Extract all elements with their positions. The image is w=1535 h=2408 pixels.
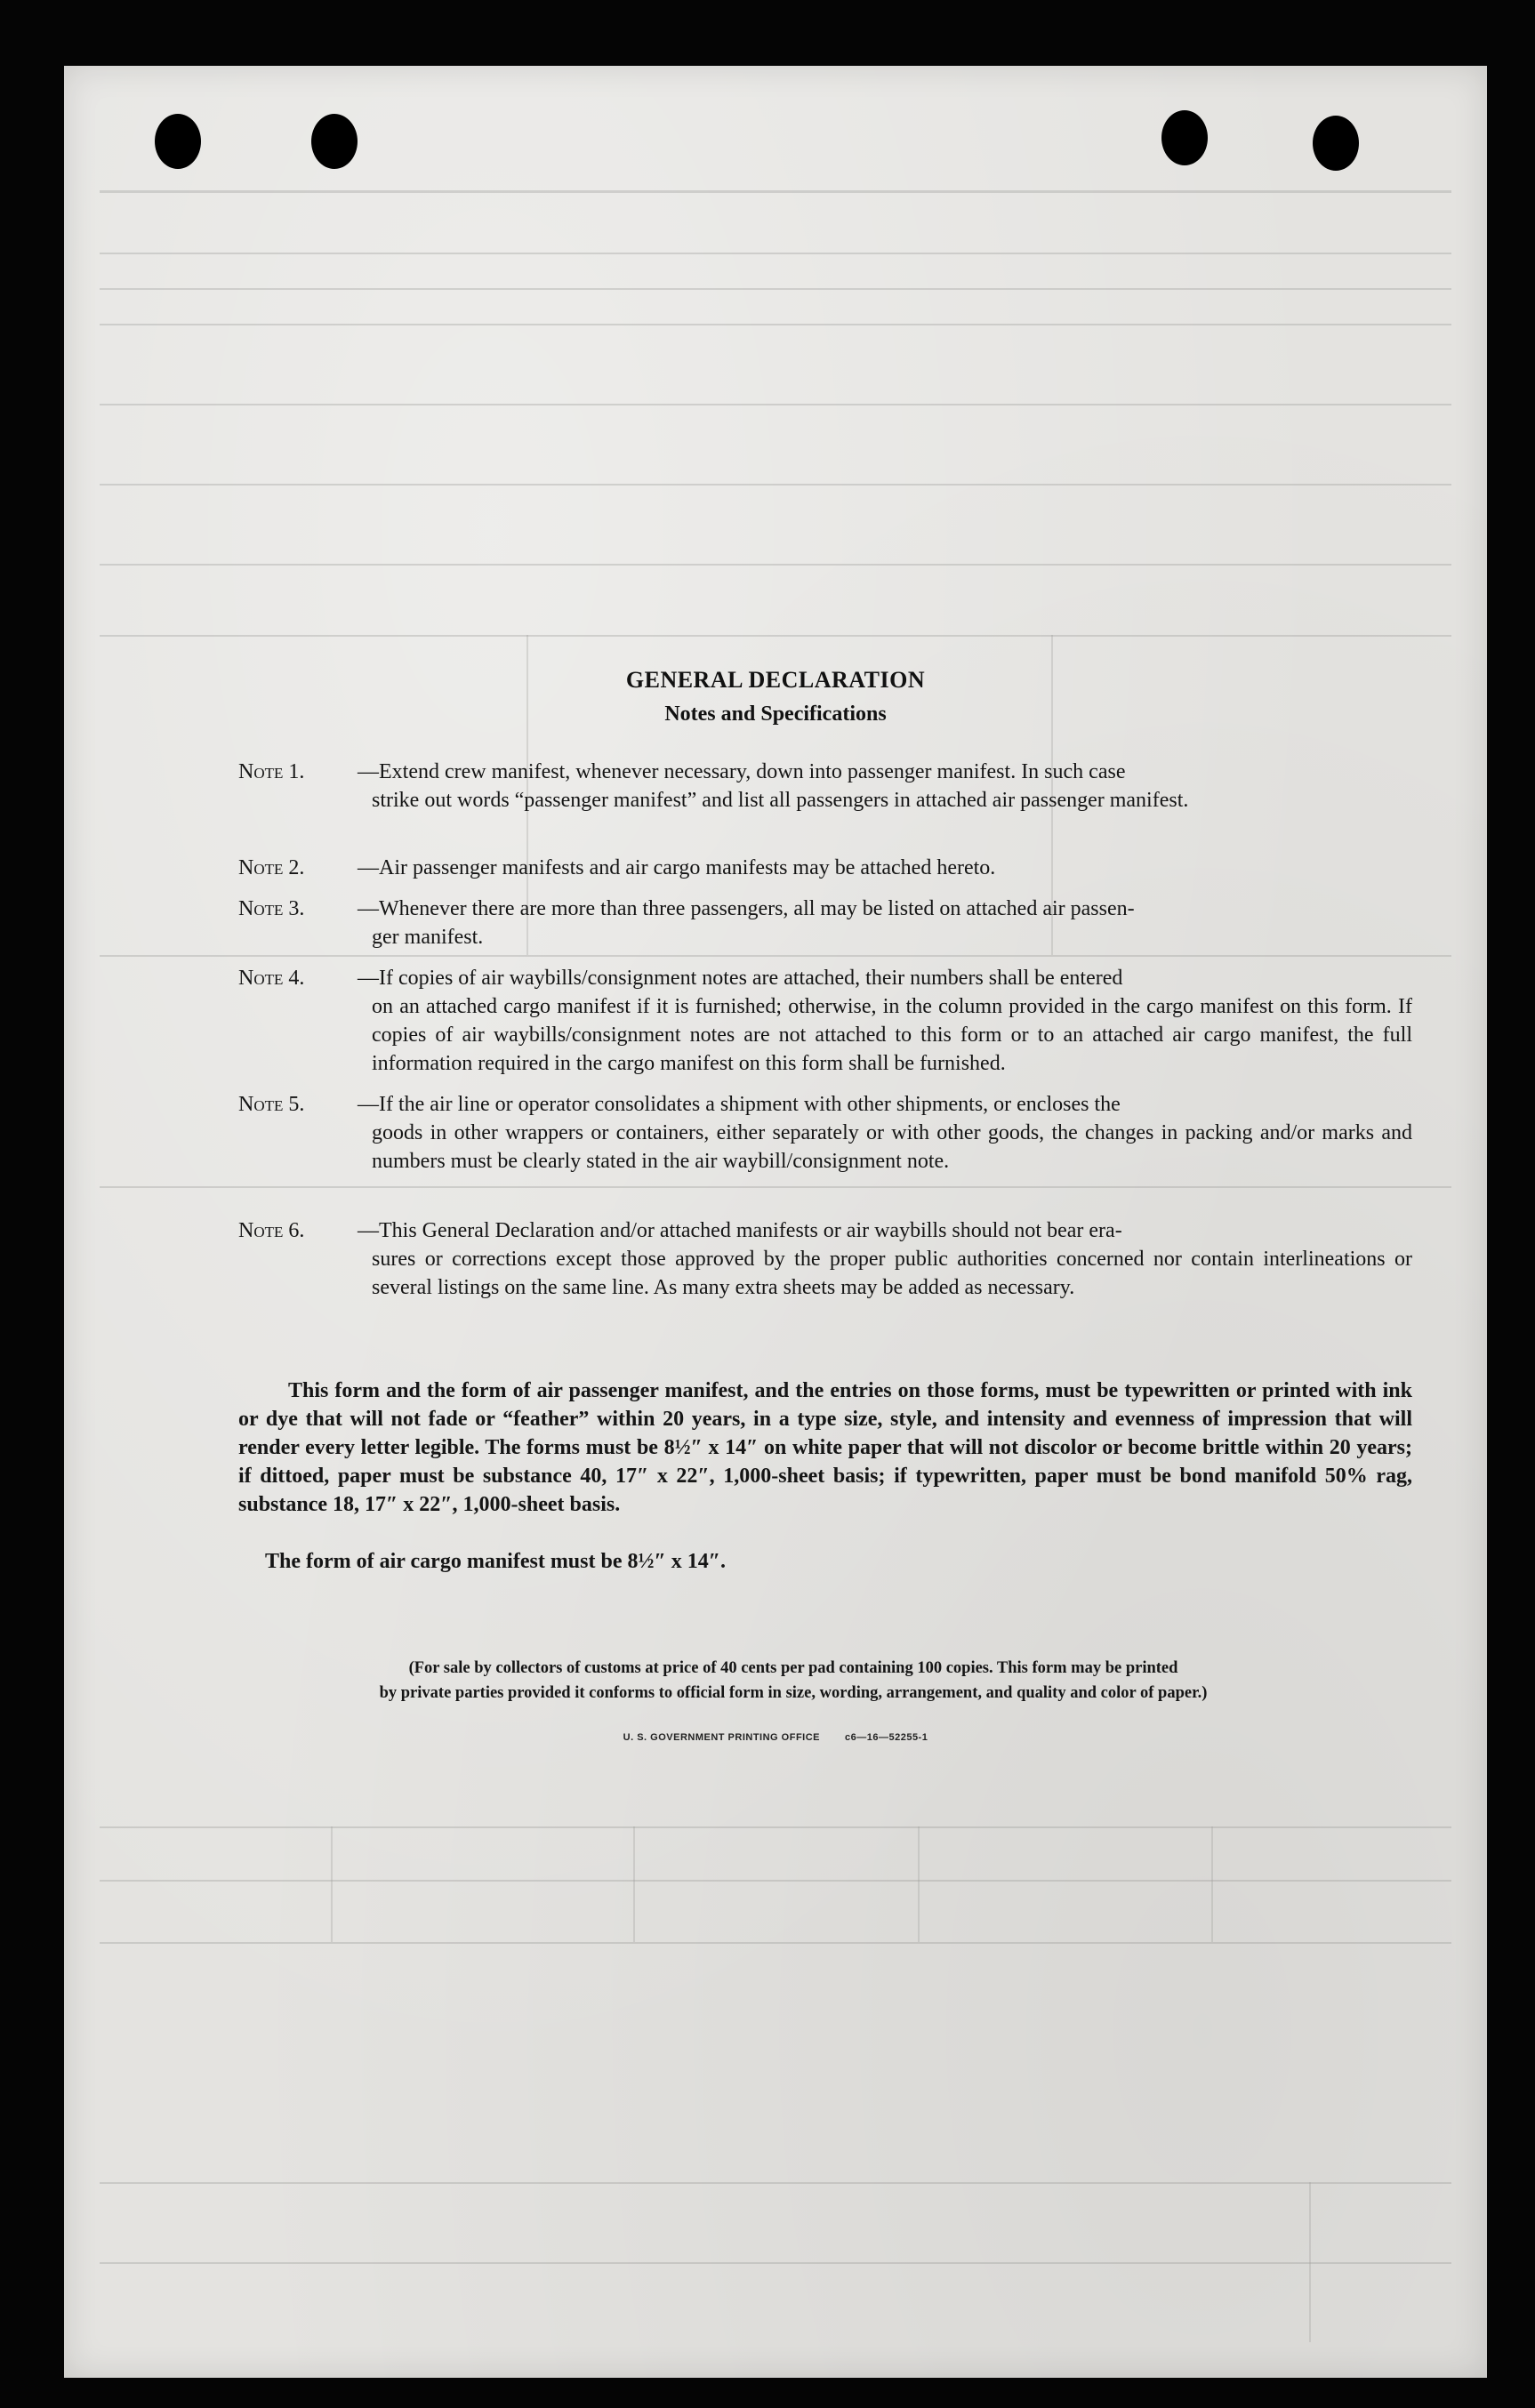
note-text: strike out words “passenger manifest” and list all passengers in attached air passenger manifest.: [372, 789, 1189, 812]
note-text: —Air passenger manifests and air cargo manifests may be attached hereto.: [358, 856, 996, 879]
punch-hole-4: [1313, 116, 1359, 171]
document-page: [64, 66, 1487, 2378]
sale-notice-line-2: by private parties provided it conforms to official form in size, wording, arrangement, and quality and color of paper.): [379, 1684, 1208, 1702]
punch-hole-3: [1161, 110, 1208, 165]
note-label: Note 5.: [238, 1093, 305, 1116]
note-3: [238, 895, 1412, 951]
note-label: Note 4.: [238, 967, 305, 990]
specifications-paragraph: [238, 1377, 1412, 1519]
note-text: goods in other wrappers or containers, either separately or with other goods, the changes in packing and/or marks and numbers must be clearly stated in the air waybill/consignment note.: [372, 1121, 1412, 1173]
note-5: [238, 1090, 1412, 1176]
note-label: Note 6.: [238, 1219, 305, 1242]
note-text: —Extend crew manifest, whenever necessary, down into passenger manifest. In such case: [358, 760, 1126, 783]
note-label: Note 3.: [238, 897, 305, 920]
sale-notice-line-1: (For sale by collectors of customs at price of 40 cents per pad containing 100 copies. This form may be printed: [408, 1659, 1178, 1677]
note-text: sures or corrections except those approved by the proper public authorities concerned nor contain interlineations or several listings on the same line. As many extra sheets may be added as necessary.: [372, 1248, 1412, 1299]
note-4: [238, 964, 1412, 1078]
note-1: [238, 758, 1412, 815]
printer-name: U. S. GOVERNMENT PRINTING OFFICE: [623, 1732, 820, 1743]
punch-hole-2: [311, 114, 358, 169]
note-text: on an attached cargo manifest if it is furnished; otherwise, in the column provided in the cargo manifest on this form. If copies of air waybills/consignment notes are not attached to this form or to an attached air cargo manifest, the full information required in the cargo manifest on this form shall be furnished.: [372, 995, 1412, 1075]
note-text: —Whenever there are more than three passengers, all may be listed on attached air passen-: [358, 897, 1135, 920]
specifications-text: This form and the form of air passenger manifest, and the entries on those forms, must be typewritten or printed with ink or dye that will not fade or “feather” within 20 years, in a type size, style, and intensity and evenness of impression that will render every letter legible. The forms must be 8½″ x 14″ on white paper that will not discolor or become brittle within 20 years; if dittoed, paper must be substance 40, 17″ x 22″, 1,000-sheet basis; if typewritten, paper must be bond manifold 50% rag, substance 18, 17″ x 22″, 1,000-sheet basis.: [238, 1379, 1412, 1516]
note-label: Note 2.: [238, 856, 305, 879]
note-text: —If copies of air waybills/consignment notes are attached, their numbers shall be entered: [358, 967, 1123, 990]
sale-notice: [171, 1656, 1416, 1706]
page-title: GENERAL DECLARATION: [625, 667, 926, 693]
note-text: —This General Declaration and/or attached manifests or air waybills should not bear era-: [358, 1219, 1122, 1242]
cargo-manifest-size-text: The form of air cargo manifest must be 8½″ x 14″.: [265, 1550, 726, 1573]
punch-hole-1: [155, 114, 201, 169]
note-6: [238, 1216, 1412, 1302]
page-subtitle: Notes and Specifications: [664, 702, 887, 726]
note-label: Note 1.: [238, 760, 305, 783]
note-2: [238, 854, 1412, 882]
note-text: —If the air line or operator consolidates a shipment with other shipments, or encloses the: [358, 1093, 1121, 1116]
cargo-manifest-size: [238, 1547, 1412, 1576]
printer-imprint: [64, 1732, 1487, 1743]
note-text: ger manifest.: [372, 926, 484, 949]
printer-code: c6—16—52255-1: [845, 1732, 928, 1743]
